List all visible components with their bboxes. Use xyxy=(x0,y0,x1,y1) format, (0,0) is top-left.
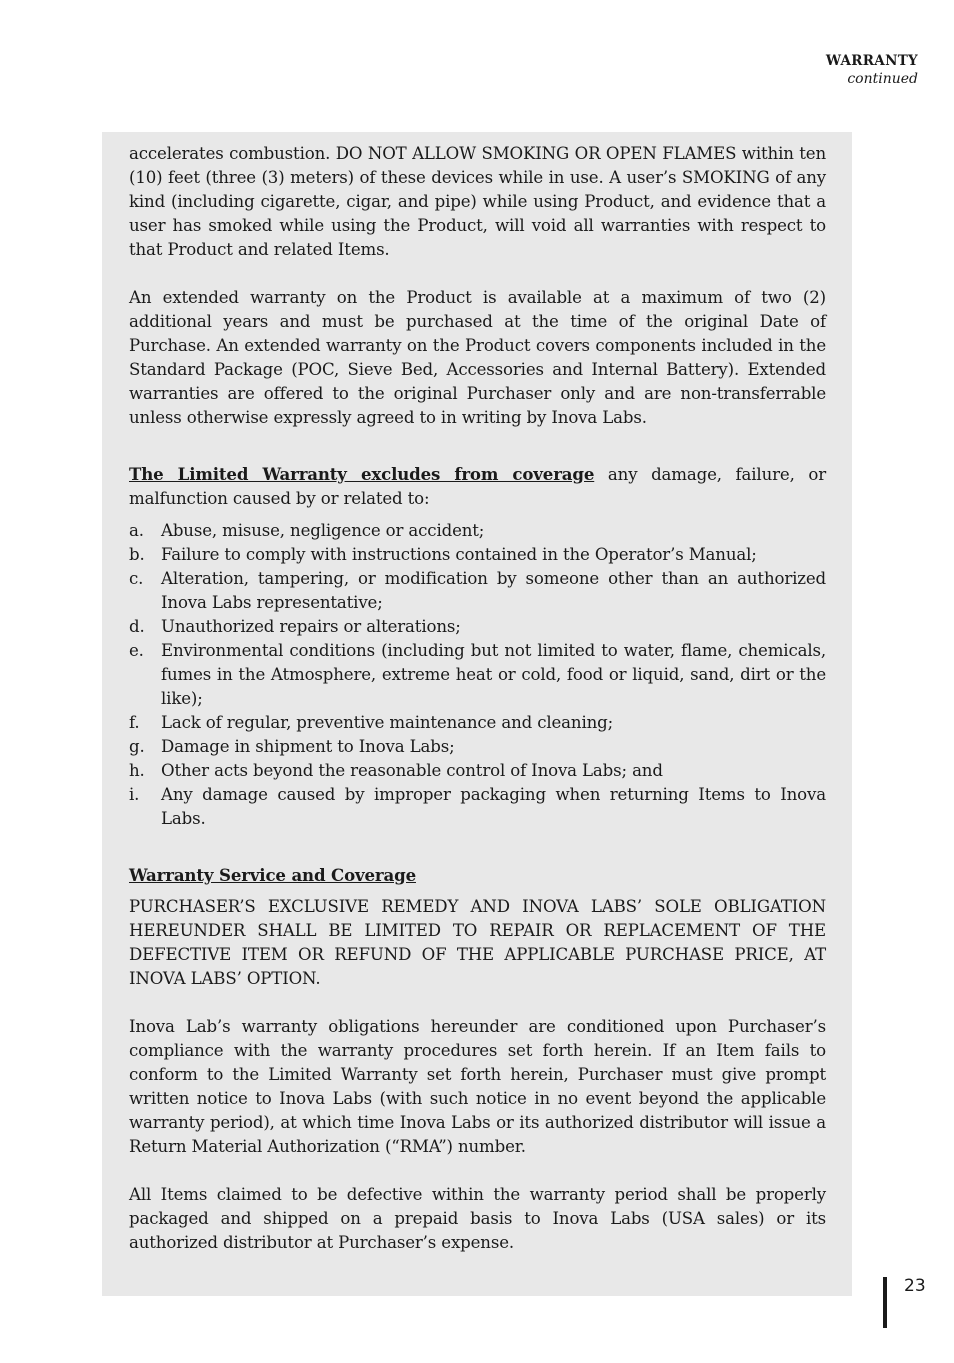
paragraph-exclusions-intro xyxy=(129,462,826,511)
list-text: Abuse, misuse, negligence or accident; xyxy=(161,521,485,540)
list-item xyxy=(129,735,826,759)
section-heading-warranty-service: Warranty Service and Coverage xyxy=(129,865,416,885)
running-header xyxy=(826,52,918,88)
list-text: Any damage caused by improper packaging when returning Items to Inova Labs. xyxy=(161,785,826,828)
list-item xyxy=(129,543,826,567)
list-marker: h. xyxy=(129,761,145,780)
list-item xyxy=(129,711,826,735)
list-item xyxy=(129,567,826,615)
list-marker: b. xyxy=(129,545,145,564)
list-text: Lack of regular, preventive maintenance and cleaning; xyxy=(161,713,614,732)
header-title: WARRANTY xyxy=(825,53,918,69)
list-text: Failure to comply with instructions contained in the Operator’s Manual; xyxy=(161,545,757,564)
header-subtitle: continued xyxy=(847,71,918,87)
list-item xyxy=(129,759,826,783)
list-text: Alteration, tampering, or modification by someone other than an authorized Inova Labs representative; xyxy=(161,569,826,612)
paragraph-exclusive-remedy: PURCHASER’S EXCLUSIVE REMEDY AND INOVA LABS’ SOLE OBLIGATION HEREUNDER SHALL BE LIMITED TO REPAIR OR REPLACEMENT OF THE DEFECTIVE ITEM OR REFUND OF THE APPLICABLE PURCHASE PRICE, AT INOVA LABS’ OPTION. xyxy=(129,897,826,988)
exclusions-lead: The Limited Warranty excludes from coverage xyxy=(129,464,595,484)
warranty-body xyxy=(129,142,826,1255)
list-item xyxy=(129,615,826,639)
paragraph-shipping: All Items claimed to be defective within the warranty period shall be properly packaged and shipped on a prepaid basis to Inova Labs (USA sales) or its authorized distributor at Purchaser’s expense. xyxy=(129,1185,826,1252)
list-marker: g. xyxy=(129,737,145,756)
list-text: Unauthorized repairs or alterations; xyxy=(161,617,461,636)
paragraph-warranty-obligations: Inova Lab’s warranty obligations hereunder are conditioned upon Purchaser’s compliance with the warranty procedures set forth herein. If an Item fails to conform to the Limited Warranty set forth herein, Purchaser must give prompt written notice to Inova Labs (with such notice in no event beyond the applicable warranty period), at which time Inova Labs or its authorized distributor will issue a Return Material Authorization (“RMA”) number. xyxy=(129,1017,826,1156)
list-text: Environmental conditions (including but not limited to water, flame, chemicals, fumes in the Atmosphere, extreme heat or cold, food or liquid, sand, dirt or the like); xyxy=(161,641,826,708)
exclusions-rest: any damage, failure, or malfunction caused by or related to: xyxy=(129,465,826,508)
list-marker: a. xyxy=(129,521,144,540)
list-marker: f. xyxy=(129,713,140,732)
exclusions-list xyxy=(129,519,826,831)
page-number: 23 xyxy=(904,1276,926,1296)
list-item xyxy=(129,639,826,711)
paragraph-extended-warranty: An extended warranty on the Product is available at a maximum of two (2) additional years and must be purchased at the time of the original Date of Purchase. An extended warranty on the Product covers components included in the Standard Package (POC, Sieve Bed, Accessories and Internal Battery). Extended warranties are offered to the original Purchaser only and are non-transferrable unless otherwise expressly agreed to in writing by Inova Labs. xyxy=(129,288,826,427)
list-marker: i. xyxy=(129,785,140,804)
list-item xyxy=(129,783,826,831)
list-text: Damage in shipment to Inova Labs; xyxy=(161,737,455,756)
list-text: Other acts beyond the reasonable control of Inova Labs; and xyxy=(161,761,663,780)
list-item xyxy=(129,519,826,543)
list-marker: d. xyxy=(129,617,145,636)
list-marker: e. xyxy=(129,641,144,660)
list-marker: c. xyxy=(129,569,144,588)
page-number-bar xyxy=(883,1277,887,1328)
paragraph-smoking: accelerates combustion. DO NOT ALLOW SMOKING OR OPEN FLAMES within ten (10) feet (three (3) meters) of these devices while in use. A user’s SMOKING of any kind (including cigarette, cigar, and pipe) while using Product, and evidence that a user has smoked while using the Product, will void all warranties with respect to that Product and related Items. xyxy=(129,144,826,259)
